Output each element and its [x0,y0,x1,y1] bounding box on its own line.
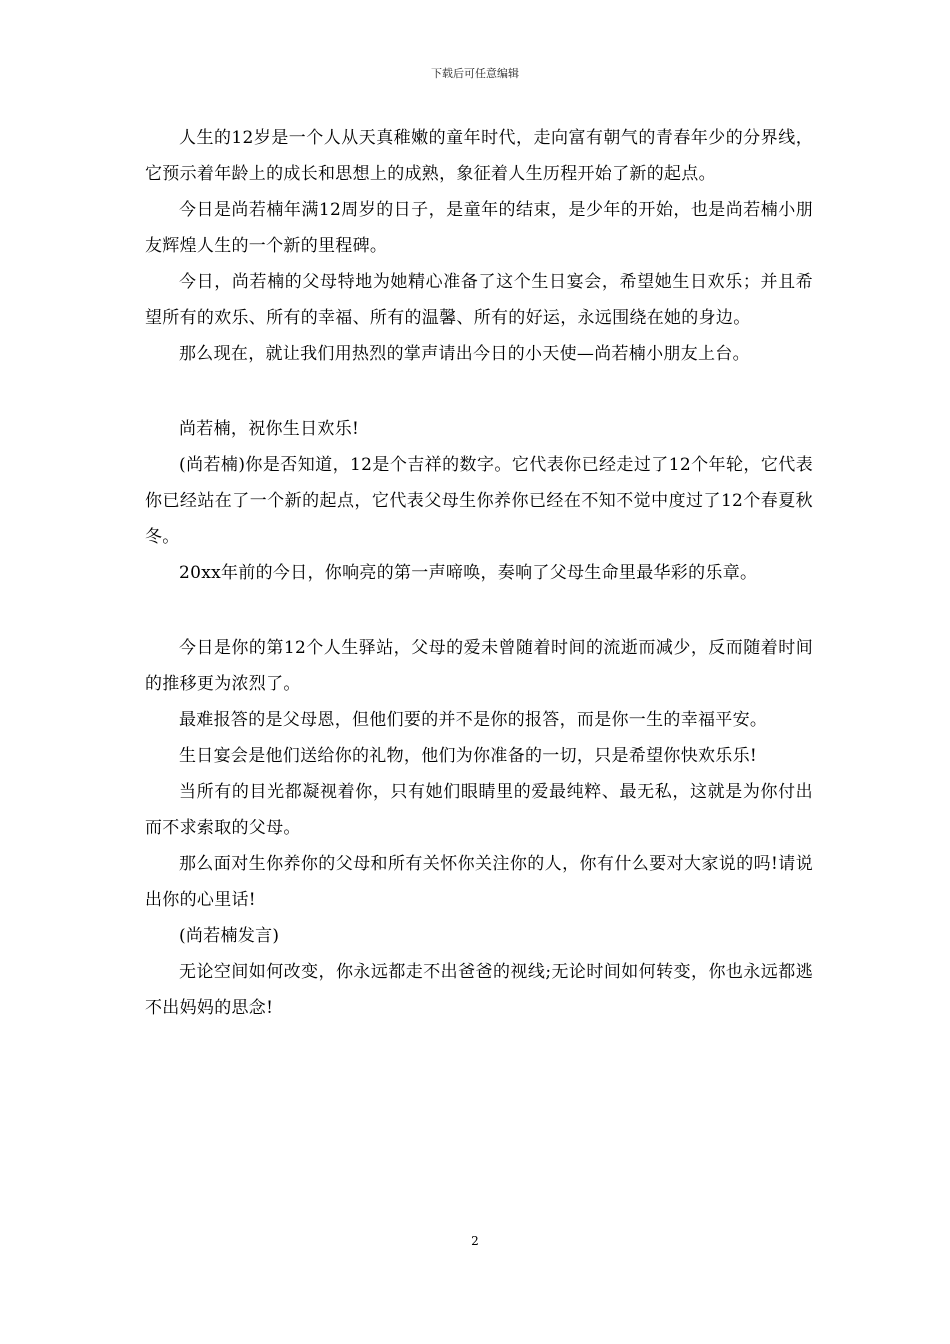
blank-line [145,372,813,411]
paragraph: 尚若楠，祝你生日欢乐! [179,419,360,439]
paragraph: 今日是尚若楠年满12周岁的日子，是童年的结束，是少年的开始，也是尚若楠小朋友辉煌人生的一个新的里程碑。 [145,200,813,256]
page-header: 下载后可任意编辑 [431,67,519,80]
paragraph: 人生的12岁是一个人从天真稚嫩的童年时代，走向富有朝气的青春年少的分界线，它预示着年龄上的成长和思想上的成熟，象征着人生历程开始了新的起点。 [145,128,813,184]
paragraph: 今日是你的第12个人生驿站，父母的爱未曾随着时间的流逝而减少，反而随着时间的推移更为浓烈了。 [145,638,813,694]
paragraph: 最难报答的是父母恩，但他们要的并不是你的报答，而是你一生的幸福平安。 [179,710,768,730]
paragraph: 今日，尚若楠的父母特地为她精心准备了这个生日宴会，希望她生日欢乐；并且希望所有的欢乐、所有的幸福、所有的温馨、所有的好运，永远围绕在她的身边。 [145,272,813,328]
document-body [145,120,813,1026]
paragraph: 20xx年前的今日，你响亮的第一声啼唤，奏响了父母生命里最华彩的乐章。 [179,563,758,583]
paragraph: 无论空间如何改变，你永远都走不出爸爸的视线;无论时间如何转变，你也永远都逃不出妈妈的思念! [145,962,813,1018]
paragraph: 那么面对生你养你的父母和所有关怀你关注你的人，你有什么要对大家说的吗!请说出你的心里话! [145,854,813,910]
page-number: 2 [471,1234,479,1248]
blank-line [145,591,813,630]
paragraph: (尚若楠)你是否知道，12是个吉祥的数字。它代表你已经走过了12个年轮，它代表你已经站在了一个新的起点，它代表父母生你养你已经在不知不觉中度过了12个春夏秋冬。 [145,455,813,547]
paragraph: (尚若楠发言) [179,926,280,946]
paragraph: 生日宴会是他们送给你的礼物，他们为你准备的一切，只是希望你快欢乐乐! [179,746,758,766]
paragraph: 那么现在，就让我们用热烈的掌声请出今日的小天使—尚若楠小朋友上台。 [179,344,750,364]
paragraph: 当所有的目光都凝视着你，只有她们眼睛里的爱最纯粹、最无私，这就是为你付出而不求索取的父母。 [145,782,813,838]
